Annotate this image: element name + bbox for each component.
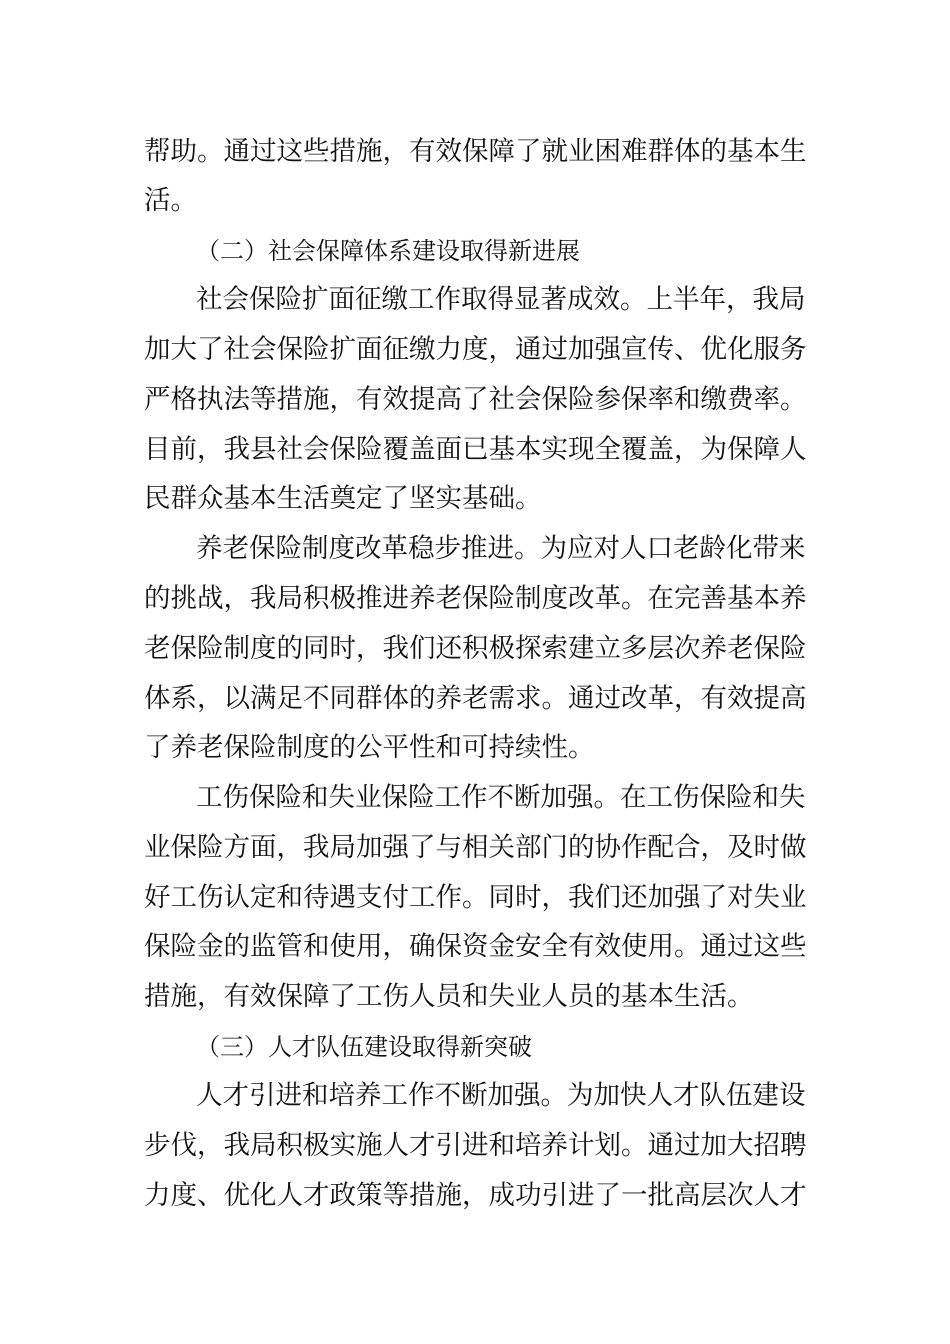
body-text-line: 措施，有效保障了工伤人员和失业人员的基本生活。 bbox=[144, 981, 754, 1012]
body-text-line: 严格执法等措施，有效提高了社会保险参保率和缴费率。 bbox=[144, 384, 807, 415]
body-text-line: 的挑战，我局积极推进养老保险制度改革。在完善基本养 bbox=[144, 583, 807, 614]
body-text-line: 业保险方面，我局加强了与相关部门的协作配合，及时做 bbox=[144, 832, 807, 863]
body-text-line: 保险金的监管和使用，确保资金安全有效使用。通过这些 bbox=[144, 931, 807, 962]
body-text-line: 加大了社会保险扩面征缴力度，通过加强宣传、优化服务 bbox=[144, 334, 807, 365]
section-heading: （二）社会保障体系建设取得新进展 bbox=[196, 237, 580, 265]
body-text-line: 了养老保险制度的公平性和可持续性。 bbox=[144, 732, 595, 763]
body-text-line: 养老保险制度改革稳步推进。为应对人口老龄化带来 bbox=[196, 533, 806, 564]
body-text-line: 老保险制度的同时，我们还积极探索建立多层次养老保险 bbox=[144, 633, 807, 664]
body-text-line: 人才引进和培养工作不断加强。为加快人才队伍建设 bbox=[196, 1080, 806, 1111]
body-text-line: 力度、优化人才政策等措施，成功引进了一批高层次人才 bbox=[144, 1180, 807, 1211]
body-text-line: 目前，我县社会保险覆盖面已基本实现全覆盖，为保障人 bbox=[144, 434, 807, 465]
body-text-line: 帮助。通过这些措施，有效保障了就业困难群体的基本生 bbox=[144, 136, 807, 167]
body-text-line: 社会保险扩面征缴工作取得显著成效。上半年，我局 bbox=[196, 284, 806, 315]
body-text-line: 民群众基本生活奠定了坚实基础。 bbox=[144, 483, 542, 514]
body-text-line: 活。 bbox=[144, 185, 197, 216]
body-text-line: 工伤保险和失业保险工作不断加强。在工伤保险和失 bbox=[196, 782, 806, 813]
body-text-line: 好工伤认定和待遇支付工作。同时，我们还加强了对失业 bbox=[144, 882, 807, 913]
section-heading: （三）人才队伍建设取得新突破 bbox=[196, 1033, 532, 1061]
body-text-line: 步伐，我局积极实施人才引进和培养计划。通过加大招聘 bbox=[144, 1130, 807, 1161]
body-text-line: 体系，以满足不同群体的养老需求。通过改革，有效提高 bbox=[144, 683, 807, 714]
